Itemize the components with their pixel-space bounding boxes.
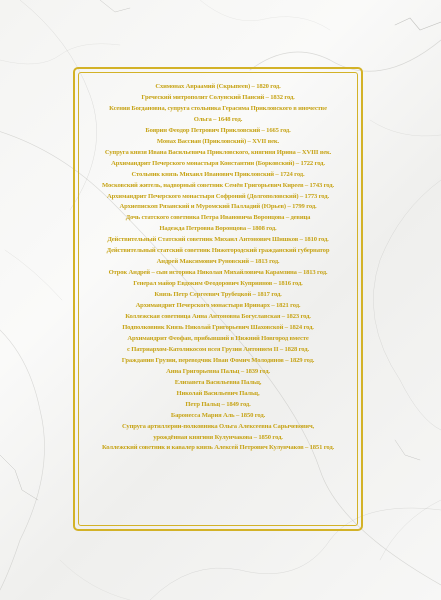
- list-item: Баронесса Мария Аль – 1850 год.: [170, 411, 266, 419]
- list-item: Схимонах Авраамий (Скрыпеев) – 1820 год.: [155, 83, 281, 90]
- list-item: Ксения Богдановна, супруга стольника Герасима Прикловского в иночестве: [109, 104, 327, 112]
- list-item: урождённая княгиня Кулунчакова – 1850 год.: [153, 433, 283, 441]
- list-item: Монах Вассиан (Прикловский) – XVII век.: [156, 137, 280, 145]
- list-item: Генерал майор Евдоким Феодорович Куприянов – 1816 год.: [133, 280, 303, 288]
- list-item: Архимандрит Печерского монастыря Софроний (Долгополовский) – 1773 год.: [107, 192, 329, 200]
- list-item: Супруга артиллерии-полковника Ольга Алексеевна Сарычевович,: [121, 422, 315, 430]
- list-item: Коллежский советник и кавалер князь Алексей Петрович Кулунчаков – 1851 год.: [101, 444, 335, 452]
- list-item: Супруга князя Ивана Васильевича Прикловского, княгиня Ирина – XVIII век.: [104, 148, 332, 156]
- list-item: Андрей Максимович Руновский – 1813 год.: [156, 258, 280, 266]
- list-item: Архиепископ Рязанский и Муромский Палладий (Юрьев) – 1799 год.: [119, 203, 317, 211]
- list-item: Архимандрит Феофан, прибывший в Нижний Новгород вместе: [127, 334, 309, 342]
- list-item: Действительный Статский советник Михаил Антонович Шишков – 1810 год.: [107, 236, 329, 244]
- list-item: с Патриархом-Католикосом всея Грузии Антонием II – 1828 год.: [127, 345, 309, 353]
- list-item: Действительный статский советник Нижегородский гражданский губернатор: [106, 247, 330, 255]
- list-item: Анна Григорьевна Пальц – 1839 год.: [166, 367, 270, 375]
- list-item: Елизавета Васильевна Пальц,: [174, 378, 262, 386]
- list-item: Подполковник Князь Николай Григорьевич Шаховской – 1824 год.: [122, 323, 314, 331]
- list-item: Архимандрит Печерского монастыря Константин (Борковский) – 1722 год.: [111, 159, 325, 167]
- list-item: Боярин Феодор Петрович Прикловский – 1665 год.: [145, 126, 291, 134]
- list-item: Архимандрит Печерского монастыря Иринарх – 1821 год.: [135, 302, 301, 310]
- list-item: Николай Васильевич Пальц,: [176, 389, 260, 397]
- list-item: Надежда Петровна Воронцова – 1808 год.: [159, 225, 277, 233]
- list-item: Отрок Андрей – сын историка Николая Михайловича Карамзина – 1813 год.: [108, 269, 328, 277]
- list-item: Ольга – 1648 год.: [193, 115, 243, 123]
- list-item: Князь Петр Сергеевич Трубецкой – 1817 год.: [154, 291, 282, 299]
- memorial-list: [80, 82, 356, 454]
- list-item: Московский житель, надворный советник Семён Григорьевич Киреев – 1743 год.: [102, 181, 334, 189]
- list-item: Стольник князь Михаил Иванович Прикловский – 1724 год.: [131, 170, 305, 178]
- list-item: Коллежская советница Анна Антоновна Богуславская – 1823 год.: [125, 313, 311, 321]
- list-item: Петр Пальц – 1849 год.: [185, 400, 251, 408]
- list-item: Гражданин Грузии, переводчик Иван Фомич Молодинов – 1829 год.: [121, 356, 315, 364]
- list-item: Дочь статского советника Петра Ивановича Воронцова – девица: [125, 214, 311, 222]
- list-item: Греческий митрополит Солунский Пансий – 1832 год.: [141, 93, 295, 101]
